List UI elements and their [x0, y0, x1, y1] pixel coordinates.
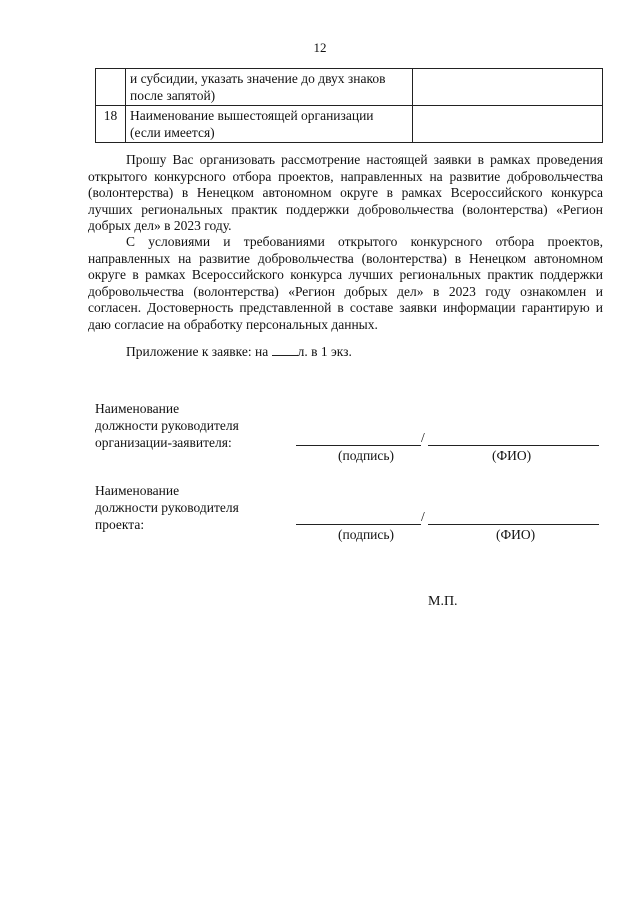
signature-label-project — [95, 482, 275, 533]
signature-caption: (подпись) — [338, 527, 395, 542]
request-paragraph: Прошу Вас организовать рассмотрение настоящей заявки в рамках проведения открытого конкурсного отбора проектов, направленных на развитие добровольчества (волонтерства) в Ненецком автономном округе в рамках Всероссийского конкурса лучших региональных практик поддержки добровольчества (волонтерства) «Регион добрых дел» в 2023 году. — [88, 152, 603, 233]
signature-line-applicant[interactable] — [296, 445, 421, 446]
signature-caption: (подпись) — [338, 448, 395, 463]
signature-label-line: проекта: — [95, 517, 145, 532]
consent-paragraph: С условиями и требованиями открытого конкурсного отбора проектов, направленных на развитие добровольчества (волонтерства) в Ненецком автономном округе в рамках Всероссийского конкурса лучших региональных практик поддержки добровольчества (волонтерства) «Регион добрых дел» в 2023 году ознакомлен и согласен. Достоверность представленной в составе заявки информации гарантирую и даю согласие на обработку персональных данных. — [88, 234, 603, 332]
fio-line-project[interactable] — [428, 524, 599, 525]
attachment-pages-blank[interactable] — [272, 344, 298, 356]
row-number-cell — [96, 69, 126, 106]
signature-label-line: должности руководителя — [95, 500, 239, 515]
field-name-line: Наименование вышестоящей организации — [130, 108, 374, 123]
field-name-line: (если имеется) — [130, 125, 215, 140]
field-value-cell[interactable] — [413, 69, 603, 106]
field-name-line: после запятой) — [130, 88, 216, 103]
attachment-prefix: Приложение к заявке: на — [126, 344, 272, 359]
field-value-cell[interactable] — [413, 106, 603, 143]
page-number: 12 — [313, 40, 327, 55]
table-row — [96, 106, 603, 143]
signature-label-applicant — [95, 400, 275, 451]
fio-line-applicant[interactable] — [428, 445, 599, 446]
application-fields-table — [95, 68, 603, 143]
signature-label-line: организации-заявителя: — [95, 435, 232, 450]
field-name-line: и субсидии, указать значение до двух знаков — [130, 71, 386, 86]
attachment-line — [126, 344, 352, 360]
row-number-cell: 18 — [96, 106, 126, 143]
field-name-cell — [126, 69, 413, 106]
field-name-cell — [126, 106, 413, 143]
fio-caption: (ФИО) — [496, 527, 536, 542]
signature-separator: / — [421, 509, 425, 524]
stamp-placeholder: М.П. — [428, 594, 458, 609]
fio-caption: (ФИО) — [492, 448, 532, 463]
table-row — [96, 69, 603, 106]
signature-label-line: Наименование — [95, 483, 180, 498]
attachment-suffix: л. в 1 экз. — [297, 344, 352, 359]
signature-line-project[interactable] — [296, 524, 421, 525]
signature-label-line: должности руководителя — [95, 418, 239, 433]
signature-label-line: Наименование — [95, 401, 180, 416]
signature-separator: / — [421, 430, 425, 445]
